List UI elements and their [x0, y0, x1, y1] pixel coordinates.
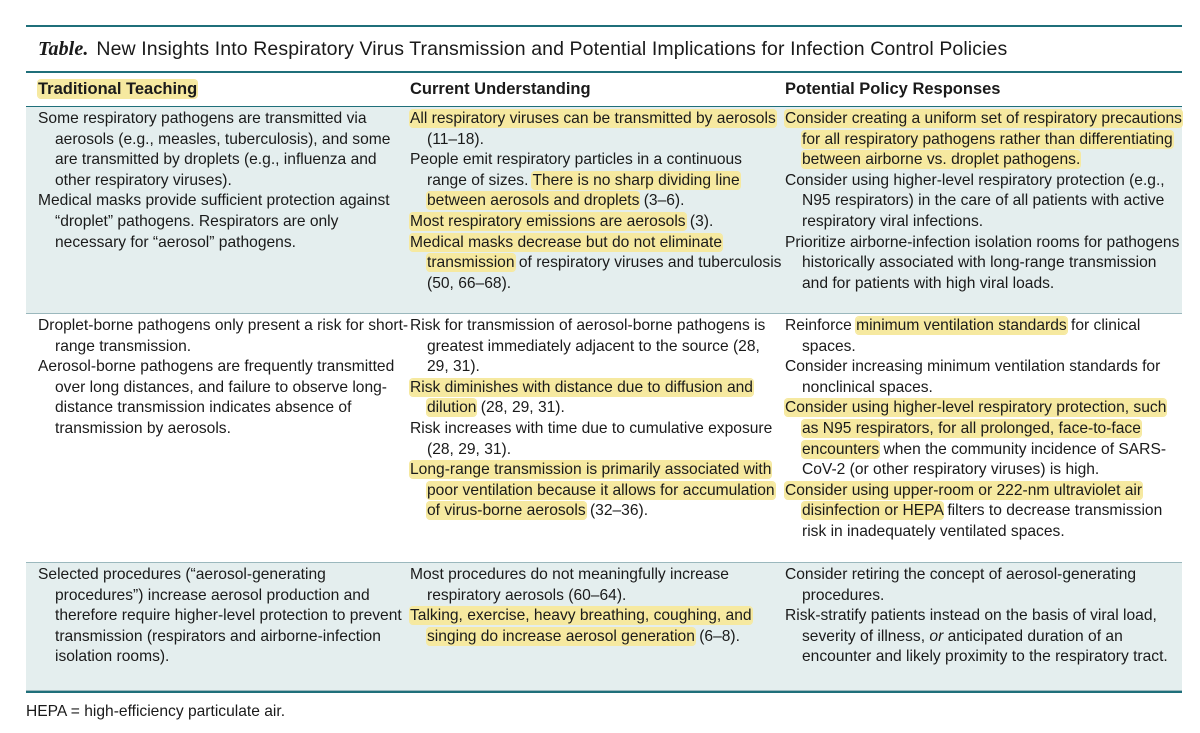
- cell-traditional: [26, 316, 410, 562]
- cell-text: (28, 29, 31).: [476, 399, 565, 417]
- header-traditional-label: Traditional Teaching: [38, 80, 198, 98]
- cell-text: Reinforce: [785, 317, 857, 334]
- cell-text: for clinical spaces.: [802, 317, 1141, 355]
- highlighted-text: Long-range transmission is primarily associated with poor ventilation because it allows for accumulation of virus-borne aerosols: [410, 461, 775, 520]
- highlighted-text: There is no sharp dividing line between aerosols and droplets: [427, 171, 740, 210]
- header-current: Current Understanding: [410, 80, 591, 98]
- cell-text: Consider increasing minimum ventilation standards for nonclinical spaces.: [785, 358, 1161, 396]
- cell-text: Consider retiring the concept of aerosol-generating procedures.: [785, 566, 1137, 604]
- cell-entry: [26, 109, 410, 191]
- cell-entry: [410, 150, 785, 212]
- cell-entry: [785, 109, 1182, 171]
- cell-entry: [785, 398, 1182, 480]
- table-header: [26, 71, 1182, 107]
- cell-entry: [410, 460, 785, 522]
- cell-current: [410, 109, 785, 313]
- cell-entry: [410, 109, 785, 150]
- cell-entry: [26, 191, 410, 253]
- caption-text: New Insights Into Respiratory Virus Transmission and Potential Implications for Infection Control Policies: [96, 37, 1008, 60]
- table-row: [26, 107, 1182, 314]
- cell-text: Risk-stratify patients instead on the basis of viral load, severity of illness,: [785, 607, 1157, 645]
- cell-policy: [785, 109, 1182, 313]
- cell-text: Some respiratory pathogens are transmitted via aerosols (e.g., measles, tuberculosis), and some are transmitted by droplets (e.g., influenza and other respiratory viruses).: [38, 110, 391, 189]
- highlighted-text: minimum ventilation standards: [856, 317, 1067, 334]
- cell-text: Risk for transmission of aerosol-borne pathogens is greatest immediately adjacent to the source (28, 29, 31).: [410, 317, 766, 376]
- cell-text: (3–6).: [639, 192, 685, 210]
- cell-text: People emit respiratory particles in a continuous range of sizes.: [410, 151, 742, 189]
- cell-text: (32–36).: [585, 502, 649, 520]
- header-policy: Potential Policy Responses: [785, 80, 1001, 98]
- table-figure: [26, 25, 1182, 721]
- cell-text: Selected procedures (“aerosol-generating procedures”) increase aerosol production and therefore require higher-level protection to prevent transmission (respirators and airborne-infection isolation rooms).: [38, 566, 402, 666]
- cell-entry: [785, 233, 1182, 295]
- cell-entry: [785, 357, 1182, 398]
- cell-text: (11–18).: [427, 130, 484, 148]
- highlighted-text: All respiratory viruses can be transmitted by aerosols: [410, 110, 776, 127]
- cell-text: Most procedures do not meaningfully increase respiratory aerosols (60–64).: [410, 566, 729, 604]
- cell-text: when the community incidence of SARS-CoV-2 (or other respiratory viruses) is high.: [802, 440, 1167, 479]
- cell-entry: [26, 565, 410, 668]
- cell-entry: [785, 481, 1182, 543]
- cell-entry: [26, 357, 410, 439]
- cell-entry: [26, 316, 410, 357]
- cell-text: Medical masks provide sufficient protection against “droplet” pathogens. Respirators are only necessary for “aerosol” pathogens.: [38, 192, 390, 251]
- cell-text: (6–8).: [694, 627, 740, 645]
- table-row: [26, 314, 1182, 563]
- cell-text: Droplet-borne pathogens only present a risk for short-range transmission.: [38, 317, 409, 355]
- cell-text: filters to decrease transmission risk in inadequately ventilated spaces.: [802, 502, 1163, 540]
- highlighted-text: Most respiratory emissions are aerosols: [410, 212, 686, 230]
- cell-entry: [410, 565, 785, 606]
- highlighted-text: Consider creating a uniform set of respiratory precautions for all respiratory pathogens rather than differentiating between airborne vs. droplet pathogens.: [785, 110, 1182, 169]
- highlighted-text: Risk diminishes with distance due to diffusion and dilution: [410, 378, 753, 417]
- highlighted-text: Consider using higher-level respiratory protection, such as N95 respirators, for all prolonged, face-to-face encounters: [785, 399, 1167, 458]
- cell-entry: [410, 212, 785, 233]
- cell-entry: [785, 316, 1182, 357]
- table-row: [26, 563, 1182, 691]
- caption-lead: Table.: [38, 37, 89, 60]
- cell-text: or: [929, 627, 944, 645]
- cell-text: Aerosol-borne pathogens are frequently transmitted over long distances, and failure to observe long-distance transmission indicates absence of transmission by aerosols.: [38, 358, 395, 437]
- cell-entry: [410, 233, 785, 295]
- highlighted-text: Talking, exercise, heavy breathing, coughing, and singing do increase aerosol generation: [410, 607, 752, 645]
- cell-entry: [410, 419, 785, 460]
- highlighted-text: Medical masks decrease but do not eliminate transmission: [410, 233, 723, 272]
- cell-policy: [785, 565, 1182, 690]
- cell-text: Prioritize airborne-infection isolation rooms for pathogens historically associated with long-range transmission and for patients with high viral loads.: [785, 233, 1180, 292]
- cell-text: of respiratory viruses and tuberculosis (50, 66–68).: [427, 254, 782, 292]
- cell-entry: [410, 378, 785, 419]
- cell-traditional: [26, 109, 410, 313]
- cell-entry: [785, 606, 1182, 668]
- cell-text: Consider using higher-level respiratory protection (e.g., N95 respirators) in the care of all patients with active respiratory viral infections.: [785, 171, 1165, 230]
- cell-current: [410, 316, 785, 562]
- cell-text: anticipated duration of an encounter and likely proximity to the respiratory tract.: [802, 627, 1168, 666]
- cell-entry: [410, 606, 785, 647]
- cell-current: [410, 565, 785, 690]
- cell-policy: [785, 316, 1182, 562]
- highlighted-text: Consider using upper-room or 222-nm ultraviolet air disinfection or HEPA: [785, 481, 1143, 520]
- table-footnote: HEPA = high-efficiency particulate air.: [26, 703, 286, 720]
- bottom-rule: [26, 691, 1182, 693]
- cell-text: Risk increases with time due to cumulative exposure (28, 29, 31).: [410, 419, 773, 458]
- cell-text: (3).: [685, 212, 714, 230]
- header-traditional: [26, 80, 410, 99]
- cell-entry: [785, 565, 1182, 606]
- table-caption: [26, 27, 1182, 71]
- cell-traditional: [26, 565, 410, 690]
- cell-entry: [410, 316, 785, 378]
- cell-entry: [785, 171, 1182, 233]
